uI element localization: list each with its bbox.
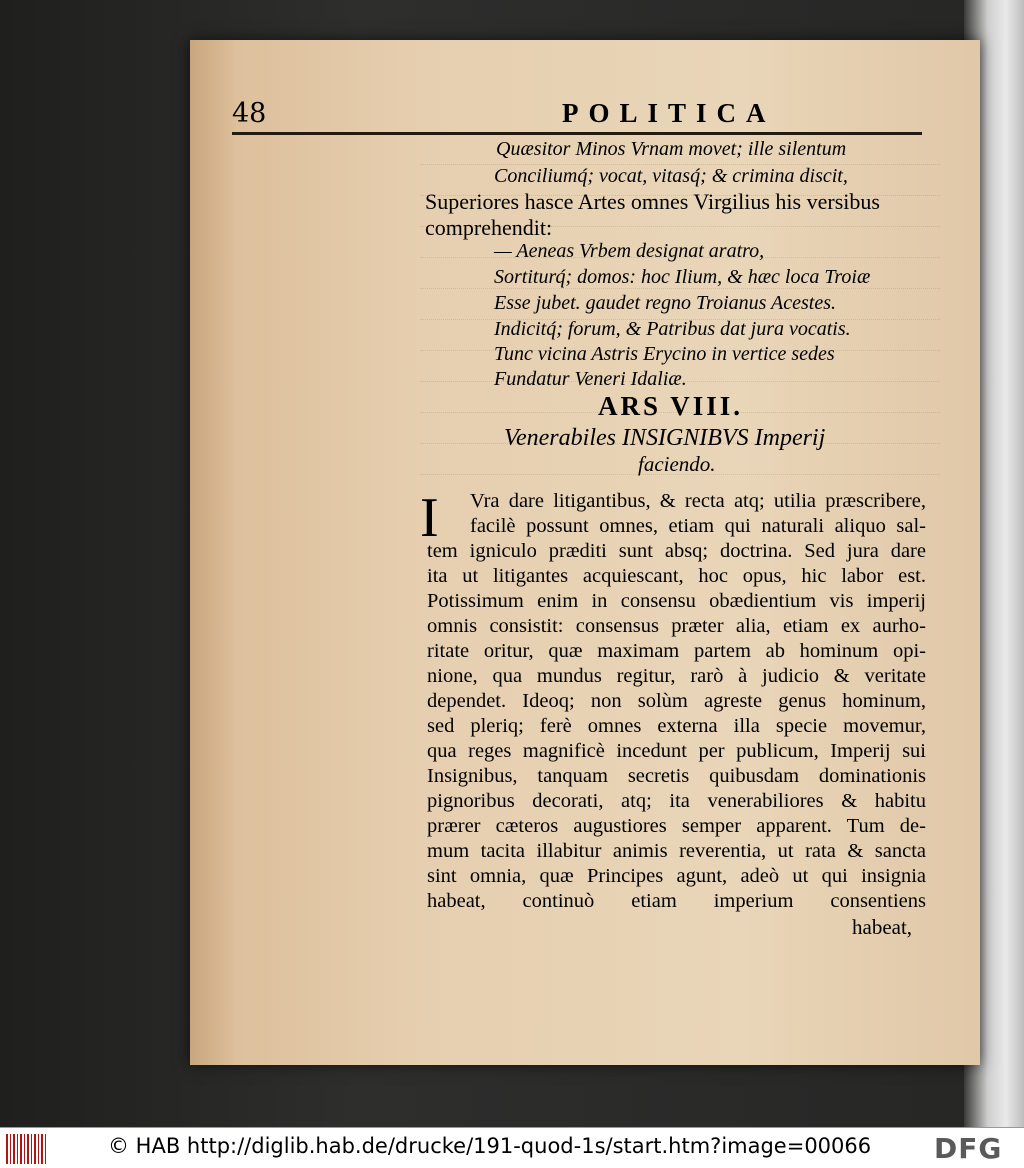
verse-line: Quæsitor Minos Vrnam movet; ille silentum	[496, 138, 847, 160]
dfg-logo: DFG	[934, 1132, 1003, 1165]
body-line: omnis consistit: consensus præter alia, etiam ex aurho-	[427, 615, 926, 637]
body-line: sed pleriq; ferè omnes externa illa specie movemur,	[427, 715, 926, 737]
body-line: Vra dare litigantibus, & recta atq; utilia præscribere,	[470, 490, 926, 512]
running-title: POLITICA	[562, 98, 776, 128]
verse-line: — Aeneas Vrbem designat aratro,	[494, 240, 765, 262]
drop-capital: I	[420, 487, 439, 549]
verse-line: Indicitq́; forum, & Patribus dat jura vocatis.	[494, 318, 851, 340]
body-line: pignoribus decorati, atq; ita venerabiliores & habitu	[427, 790, 926, 812]
verse-line: Esse jubet. gaudet regno Troianus Acestes.	[494, 292, 837, 314]
body-line: facilè possunt omnes, etiam qui naturali aliquo sal-	[470, 515, 926, 537]
body-line: prærer cæteros augustiores semper apparent. Tum de-	[427, 815, 926, 837]
verse-line: Tunc vicina Astris Erycino in vertice sedes	[494, 343, 835, 365]
catchword: habeat,	[852, 915, 913, 939]
running-head	[232, 92, 922, 135]
hab-logo-icon	[6, 1134, 46, 1164]
subheading-continued: faciendo.	[638, 452, 716, 476]
footer-bar	[0, 1127, 1024, 1168]
prose-line: comprehendit:	[425, 215, 553, 240]
body-line: ritate oritur, quæ maximam partem ab hominum opi-	[427, 640, 926, 662]
verse-line: Conciliumq́; vocat, vitasq́; & crimina discit,	[494, 165, 848, 187]
prose-line: Superiores hasce Artes omnes Virgilius his versibus	[425, 189, 880, 214]
subheading: Venerabiles INSIGNIBVS Imperij	[504, 425, 826, 451]
verse-line: Fundatur Veneri Idaliæ.	[494, 368, 687, 390]
page-number: 48	[232, 98, 267, 129]
verse-line: Sortiturq́; domos: hoc Ilium, & hæc loca Troiæ	[494, 266, 871, 288]
body-line: ita ut litigantes acquiescant, hoc opus, hic labor est.	[427, 565, 926, 587]
body-line: tem igniculo præditi sunt absq; doctrina. Sed jura dare	[427, 540, 926, 562]
copyright-link[interactable]: © HAB http://diglib.hab.de/drucke/191-quod-1s/start.htm?image=00066	[108, 1134, 872, 1158]
body-line: nione, qua mundus regitur, rarò à judicio & veritate	[427, 665, 926, 687]
body-line: qua reges magnificè incedunt per publicum, Imperij sui	[427, 740, 926, 762]
body-line: Potissimum enim in consensu obædientium vis imperij	[427, 590, 926, 612]
section-heading: ARS VIII.	[598, 391, 744, 421]
body-line: sint omnia, quæ Principes agunt, adeò ut qui insignia	[427, 865, 926, 887]
body-line: mum tacita illabitur animis reverentia, ut rata & sancta	[427, 840, 926, 862]
body-line: habeat, continuò etiam imperium consentiens	[427, 890, 926, 912]
body-line: Insignibus, tanquam secretis quibusdam dominationis	[427, 765, 926, 787]
body-line: dependet. Ideoq; non solùm agreste genus hominum,	[427, 690, 926, 712]
